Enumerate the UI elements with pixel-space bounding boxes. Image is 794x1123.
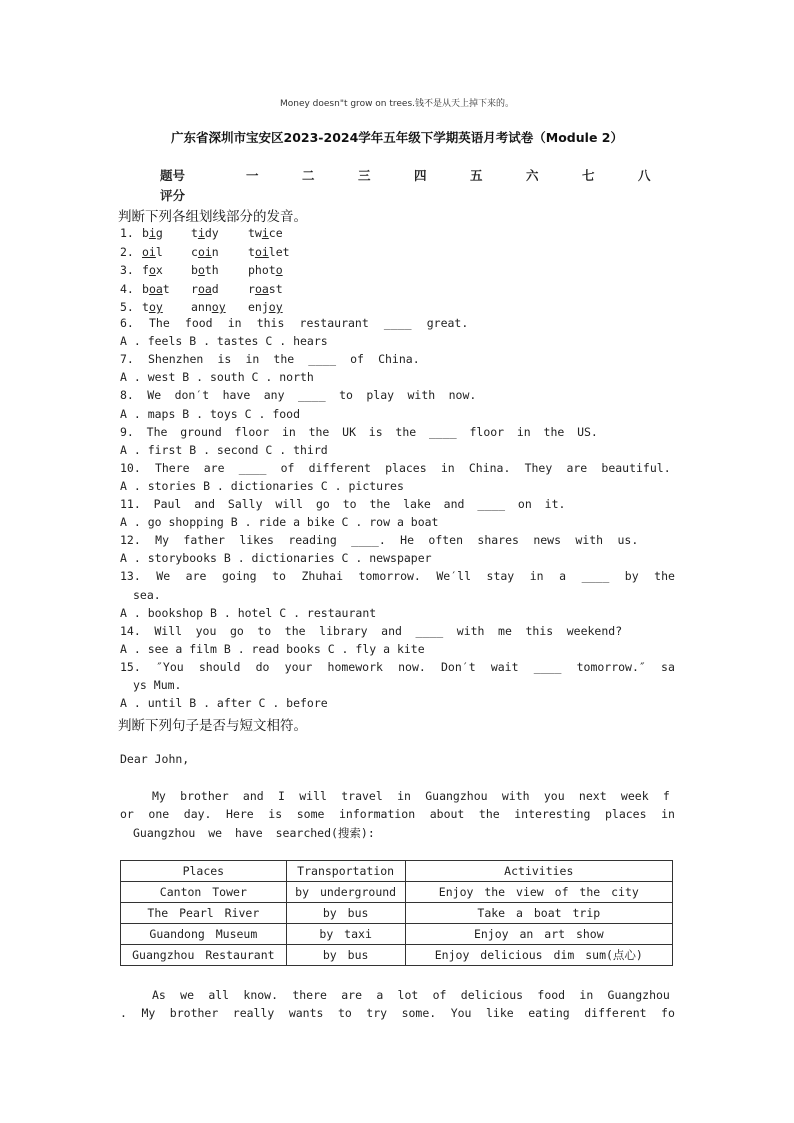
info-table <box>120 860 673 966</box>
score-col-8: 八 <box>638 168 651 183</box>
phonics-word: annoy <box>191 300 226 314</box>
word: 6. <box>120 316 134 330</box>
word: stay <box>486 569 515 584</box>
table-header-cell: Transportation <box>286 861 405 882</box>
table-row <box>121 924 673 945</box>
phonics-word: coin <box>191 244 219 259</box>
word: the <box>478 807 500 821</box>
word: of <box>432 988 447 1002</box>
word: tomorrow.″ <box>576 659 646 674</box>
word: the <box>543 424 565 439</box>
table-cell: Guandong Museum <box>121 924 287 945</box>
word: with <box>456 623 485 638</box>
score-label-number: 题号 <box>160 168 186 183</box>
phonics-number: 2. <box>120 244 134 259</box>
word: As <box>152 988 166 1002</box>
word: in <box>227 316 242 330</box>
word: have <box>222 388 251 403</box>
table-cell: by taxi <box>286 924 405 945</box>
letter-paragraph-2-line-2 <box>120 1006 675 1020</box>
table-header-cell: Places <box>121 861 287 882</box>
word: food <box>537 988 566 1002</box>
word: with <box>407 388 436 403</box>
word: in <box>397 789 411 803</box>
table-cell: Enjoy an art show <box>405 924 672 945</box>
word: Guangzhou <box>425 789 488 803</box>
word: ____ <box>308 352 336 367</box>
word: They <box>524 460 553 475</box>
letter-paragraph-1-line-3: Guangzhou we have searched(搜索): <box>133 826 375 840</box>
word: interesting <box>514 807 591 821</box>
word: a <box>559 569 567 584</box>
word: The <box>146 424 168 439</box>
word: reading <box>288 533 337 548</box>
table-cell: Take a boat trip <box>405 903 672 924</box>
word: food <box>184 316 213 330</box>
letter-paragraph-1-line-1 <box>152 789 670 803</box>
word: ground <box>180 424 222 439</box>
word: Will <box>154 623 183 638</box>
word: places <box>385 460 427 475</box>
phonics-number: 1. <box>120 226 134 240</box>
word: My <box>141 1006 156 1020</box>
word: UK <box>342 424 356 439</box>
question-text <box>120 461 671 475</box>
exam-title: 广东省深圳市宝安区2023-2024学年五年级下学期英语月考试卷（Module 2） <box>171 130 623 145</box>
word: this <box>256 316 285 330</box>
phonics-word: enjoy <box>248 300 283 314</box>
word: ____ <box>533 659 562 674</box>
word: don′t <box>174 388 210 403</box>
word: your <box>284 659 313 674</box>
table-row <box>121 903 673 924</box>
question-text <box>120 660 675 674</box>
page-header-motto: Money doesn"t grow on trees.钱不是从天上掉下来的。 <box>279 99 515 109</box>
word: Guangzhou <box>607 988 670 1002</box>
word: restaurant <box>299 316 369 330</box>
word: brother <box>169 1006 219 1020</box>
word: or <box>120 807 134 821</box>
letter-greeting: Dear John, <box>120 752 190 766</box>
word: information <box>338 807 416 821</box>
word: weekend? <box>566 623 623 638</box>
word: in <box>516 424 531 439</box>
question-text <box>120 624 622 638</box>
table-cell: by bus <box>286 945 405 966</box>
word: 9. <box>120 424 134 439</box>
table-cell: The Pearl River <box>121 903 287 924</box>
table-row <box>121 882 673 903</box>
word: ____ <box>297 388 326 403</box>
section-heading-reading: 判断下列句子是否与短文相符。 <box>118 718 307 734</box>
word: of <box>350 352 364 367</box>
word: We′ll <box>436 569 471 584</box>
word: Shenzhen <box>147 352 204 367</box>
score-col-6: 六 <box>526 168 539 183</box>
phonics-word: oil <box>142 244 163 259</box>
question-text <box>120 316 468 330</box>
phonics-word: photo <box>248 263 283 277</box>
word: homework <box>327 659 383 674</box>
word: ____ <box>383 316 412 330</box>
word: you <box>543 789 565 803</box>
word: to <box>257 623 272 638</box>
word: any <box>263 388 285 403</box>
word: week <box>620 789 649 803</box>
phonics-number: 4. <box>120 281 134 296</box>
word: ____ <box>428 424 457 439</box>
word: ″You <box>155 659 184 674</box>
word: in <box>440 460 455 475</box>
word: the <box>654 569 675 584</box>
word: one <box>148 807 170 821</box>
phonics-word: tidy <box>191 226 219 240</box>
word: ____. <box>351 533 386 548</box>
word: father <box>183 533 225 548</box>
word: try <box>366 1006 388 1020</box>
word: are <box>185 569 207 584</box>
word: There <box>154 460 190 475</box>
table-cell: Enjoy the view of the city <box>405 882 672 903</box>
word: fo <box>661 1006 675 1020</box>
phonics-number: 3. <box>120 263 134 277</box>
word: ____ <box>238 460 267 475</box>
table-cell: Canton Tower <box>121 882 287 903</box>
word: 11. <box>120 497 141 511</box>
word: You <box>450 1006 472 1020</box>
word: different <box>584 1006 647 1020</box>
word: are <box>203 460 225 475</box>
answer-options: A . first B . second C . third <box>120 442 328 457</box>
question-text <box>120 533 638 547</box>
answer-options: A . go shopping B . ride a bike C . row a boat <box>120 515 439 530</box>
word: going <box>221 569 257 584</box>
word: travel <box>341 789 383 803</box>
word: will <box>275 497 304 511</box>
word: He <box>400 533 415 548</box>
word: and <box>381 623 402 638</box>
word: all <box>208 988 230 1002</box>
word: China. <box>468 460 511 475</box>
word: the <box>369 497 391 511</box>
table-cell: Guangzhou Restaurant <box>121 945 287 966</box>
word: go <box>229 623 244 638</box>
word: will <box>299 789 327 803</box>
phonics-number: 5. <box>120 300 134 314</box>
question-text-continued: ys Mum. <box>133 678 182 692</box>
word: and <box>443 497 465 511</box>
word: 8. <box>120 388 134 403</box>
word: . <box>120 1006 127 1020</box>
word: wants <box>288 1006 324 1020</box>
answer-options: A . storybooks B . dictionaries C . newspaper <box>120 551 432 566</box>
word: the <box>284 623 306 638</box>
word: in <box>529 569 544 584</box>
word: lot <box>397 988 419 1002</box>
word: some <box>296 807 325 821</box>
word: on <box>517 497 532 511</box>
word: the <box>273 352 295 367</box>
word: now. <box>398 659 426 674</box>
word: My <box>152 789 166 803</box>
word: is <box>268 807 283 821</box>
table-row <box>121 945 673 966</box>
answer-options: A . see a film B . read books C . fly a kite <box>120 641 425 656</box>
word: next <box>578 789 607 803</box>
phonics-word: both <box>191 263 219 277</box>
word: go <box>315 497 330 511</box>
word: beautiful. <box>601 460 671 475</box>
word: to <box>339 388 353 403</box>
word: this <box>525 623 554 638</box>
question-text <box>120 352 420 366</box>
answer-options: A . stories B . dictionaries C . pictures <box>120 478 404 493</box>
question-text <box>120 425 598 439</box>
word: is <box>368 424 383 439</box>
phonics-word: roast <box>248 281 283 296</box>
word: Paul <box>153 497 182 511</box>
table-cell: by underground <box>286 882 405 903</box>
word: eating <box>528 1006 570 1020</box>
word: 13. <box>120 569 141 584</box>
phonics-word: road <box>191 281 219 296</box>
word: delicious <box>460 988 524 1002</box>
word: us. <box>617 533 639 548</box>
word: it. <box>544 497 566 511</box>
word: f <box>662 789 670 803</box>
score-label-score: 评分 <box>160 188 186 203</box>
word: 15. <box>120 659 141 674</box>
word: Don′t <box>441 659 476 674</box>
phonics-word: big <box>142 226 163 240</box>
question-text <box>120 569 675 583</box>
phonics-word: toilet <box>248 244 290 259</box>
word: lake <box>403 497 431 511</box>
word: are <box>566 460 588 475</box>
letter-paragraph-1-line-2 <box>120 807 675 821</box>
word: now. <box>448 388 477 403</box>
question-text <box>120 388 476 402</box>
word: We <box>156 569 171 584</box>
phonics-word: twice <box>248 226 283 240</box>
word: and <box>242 789 264 803</box>
word: sa <box>661 659 675 674</box>
word: play <box>366 388 395 403</box>
word: really <box>232 1006 275 1020</box>
word: should <box>198 659 241 674</box>
phonics-word: fox <box>142 263 163 277</box>
word: 10. <box>120 460 141 475</box>
word: ____ <box>581 569 610 584</box>
word: to <box>337 1006 352 1020</box>
word: with <box>501 789 530 803</box>
word: you <box>195 623 217 638</box>
score-col-2: 二 <box>302 168 315 183</box>
word: in <box>661 807 675 821</box>
word: me <box>498 623 512 638</box>
answer-options: A . until B . after C . before <box>120 696 328 711</box>
word: different <box>308 460 371 475</box>
word: Sally <box>227 497 263 511</box>
word: We <box>147 388 162 403</box>
word: and <box>194 497 216 511</box>
question-text <box>120 497 566 511</box>
word: 12. <box>120 533 141 548</box>
question-text-continued: sea. <box>133 587 161 602</box>
word: are <box>341 988 363 1002</box>
word: brother <box>180 789 229 803</box>
answer-options: A . feels B . tastes C . hears <box>120 334 328 349</box>
word: 14. <box>120 623 141 638</box>
word: day. <box>183 807 212 821</box>
score-col-3: 三 <box>358 168 371 183</box>
word: in <box>281 424 296 439</box>
word: I <box>278 789 285 803</box>
word: news <box>533 533 562 548</box>
word: floor <box>234 424 270 439</box>
phonics-word: toy <box>142 300 163 314</box>
word: with <box>575 533 604 548</box>
table-header-cell: Activities <box>405 861 672 882</box>
word: of <box>280 460 295 475</box>
word: US. <box>577 424 598 439</box>
word: wait <box>490 659 519 674</box>
word: know. <box>243 988 279 1002</box>
word: like <box>485 1006 514 1020</box>
score-col-1: 一 <box>246 168 259 183</box>
word: a <box>376 988 384 1002</box>
word: ____ <box>477 497 506 511</box>
letter-paragraph-2-line-1 <box>152 988 670 1002</box>
word: in <box>245 352 260 367</box>
score-col-5: 五 <box>470 168 483 183</box>
word: often <box>428 533 464 548</box>
word: there <box>292 988 327 1002</box>
word: The <box>148 316 170 330</box>
word: by <box>624 569 639 584</box>
word: we <box>180 988 195 1002</box>
word: shares <box>477 533 519 548</box>
word: My <box>155 533 170 548</box>
word: 7. <box>120 352 134 367</box>
word: floor <box>469 424 505 439</box>
word: Zhuhai <box>301 569 344 584</box>
table-cell: by bus <box>286 903 405 924</box>
score-col-4: 四 <box>414 168 427 183</box>
word: do <box>255 659 270 674</box>
word: likes <box>239 533 274 548</box>
word: the <box>395 424 417 439</box>
answer-options: A . bookshop B . hotel C . restaurant <box>120 605 377 620</box>
word: in <box>579 988 594 1002</box>
word: China. <box>378 352 420 367</box>
word: to <box>342 497 357 511</box>
word: places <box>604 807 647 821</box>
word: great. <box>426 316 469 330</box>
table-cell: Enjoy delicious dim sum(点心) <box>405 945 672 966</box>
word: some. <box>401 1006 437 1020</box>
word: to <box>272 569 286 584</box>
answer-options: A . west B . south C . north <box>120 370 314 385</box>
section-heading-phonics: 判断下列各组划线部分的发音。 <box>118 209 307 225</box>
word: is <box>217 352 232 367</box>
word: the <box>308 424 330 439</box>
score-col-7: 七 <box>582 168 595 183</box>
phonics-word: boat <box>142 281 170 296</box>
word: library <box>319 623 368 638</box>
word: Here <box>226 807 254 821</box>
word: tomorrow. <box>358 569 421 584</box>
answer-options: A . maps B . toys C . food <box>120 406 301 421</box>
word: ____ <box>415 623 444 638</box>
word: about <box>429 807 465 821</box>
